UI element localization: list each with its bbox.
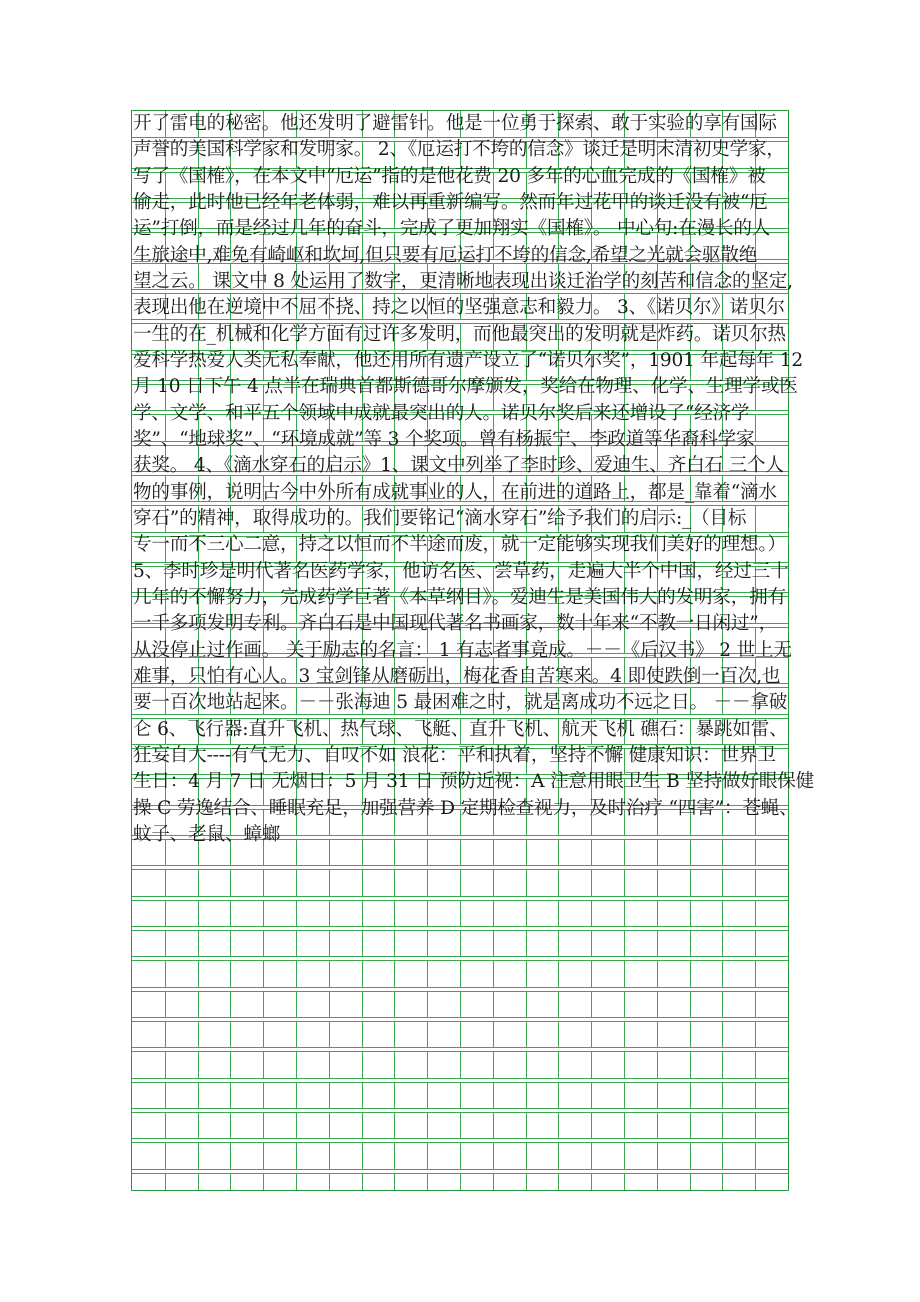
text-line: 声誉的美国科学家和发明家。 2、《厄运打不垮的信念》谈迁是明末清初史学家，	[133, 139, 785, 161]
text-line: 几年的不懈努力，完成药学巨著《本草纲目》。爱迪生是美国伟大的发明家，拥有	[133, 586, 786, 608]
text-line: 写了《国榷》，在本文中“厄运”指的是他花费 20 多年的心血完成的《国榷》被	[133, 165, 766, 187]
text-line: 操 C 劳逸结合、睡眠充足，加强营养 D 定期检查视力，及时治疗 “四害”：苍蝇、	[133, 797, 798, 819]
text-line: 穿石”的精神，取得成功的。我们要铭记“滴水穿石”给予我们的启示:_（目标	[133, 507, 747, 529]
text-line: 偷走，此时他已经年老体弱，难以再重新编写。然而年过花甲的谈迁没有被“厄	[133, 191, 768, 213]
text-line: 一千多项发明专利。齐白石是中国现代著名书画家，数十年来“不教一日闲过”，	[133, 613, 778, 635]
text-line: 学、文学、和平五个领域中成就最突出的人。诺贝尔奖后来还增设了“经济学	[133, 402, 750, 424]
text-line: 5、李时珍是明代著名医药学家，他访名医、尝草药，走遍大半个中国，经过三十	[133, 560, 789, 582]
text-line: 爱科学热爱人类无私奉献，他还用所有遗产设立了“诺贝尔奖”，1901 年起每年 12	[133, 349, 804, 371]
text-line: 生旅途中,难免有崎岖和坎坷,但只要有厄运打不垮的信念,希望之光就会驱散绝	[133, 244, 758, 266]
text-line: 蚊子、老鼠、蟑螂	[133, 823, 281, 845]
text-line: 一生的在_机械和化学方面有过许多发明，而他最突出的发明就是炸药。诺贝尔热	[133, 323, 786, 345]
text-line: 物的事例，说明古今中外所有成就事业的人，在前进的道路上，都是_靠着“滴水	[133, 481, 777, 503]
text-line: 狂妄自大----有气无力、自叹不如 浪花：平和执着，坚持不懈 健康知识：世界卫	[133, 744, 776, 766]
document-text	[133, 111, 815, 848]
text-line: 生日：4 月 7 日 无烟日：5 月 31 日 预防近视：A 注意用眼卫生 B 坚持做好眼保健	[133, 771, 815, 793]
text-line: 奖”、“地球奖”、“环境成就”等 3 个奖项。曾有杨振宁、李政道等华裔科学家	[133, 428, 755, 450]
text-line: 运”打倒，而是经过几年的奋斗，完成了更加翔实《国榷》。 中心句:在漫长的人	[133, 218, 771, 240]
text-line: 专一而不三心二意，持之以恒而不半途而废，就一定能够实现我们美好的理想。）	[133, 534, 786, 556]
text-line: 仑 6、飞行器:直升飞机、热气球、飞艇、直升飞机、航天飞机 礁石：暴跳如雷、	[133, 718, 788, 740]
text-line: 表现出他在逆境中不屈不挠、持之以恒的坚强意志和毅力。 3、《诺贝尔》诺贝尔	[133, 297, 785, 319]
text-line: 获奖。 4、《滴水穿石的启示》1、课文中列举了李时珍、爱迪生、齐白石 三个人	[133, 455, 784, 477]
text-line: 望之云。 课文中 8 处运用了数字，更清晰地表现出谈迁治学的刻苦和信念的坚定,	[133, 270, 793, 292]
text-line: 月 10 日下午 4 点半在瑞典首都斯德哥尔摩颁发，奖给在物理、化学、生理学或医	[133, 376, 798, 398]
text-line: 要一百次地站起来。－－张海迪 5 最困难之时，就是离成功不远之日。 －－拿破	[133, 692, 788, 714]
text-line: 从没停止过作画。 关于励志的名言： 1 有志者事竟成。－－《后汉书》 2 世上无	[133, 639, 792, 661]
text-line: 难事，只怕有心人。3 宝剑锋从磨砺出，梅花香自苦寒来。4 即使跌倒一百次,也	[133, 665, 781, 687]
grid-paper	[131, 110, 815, 1191]
text-line: 开了雷电的秘密。他还发明了避雷针。他是一位勇于探索、敢于实验的享有国际	[133, 113, 777, 134]
